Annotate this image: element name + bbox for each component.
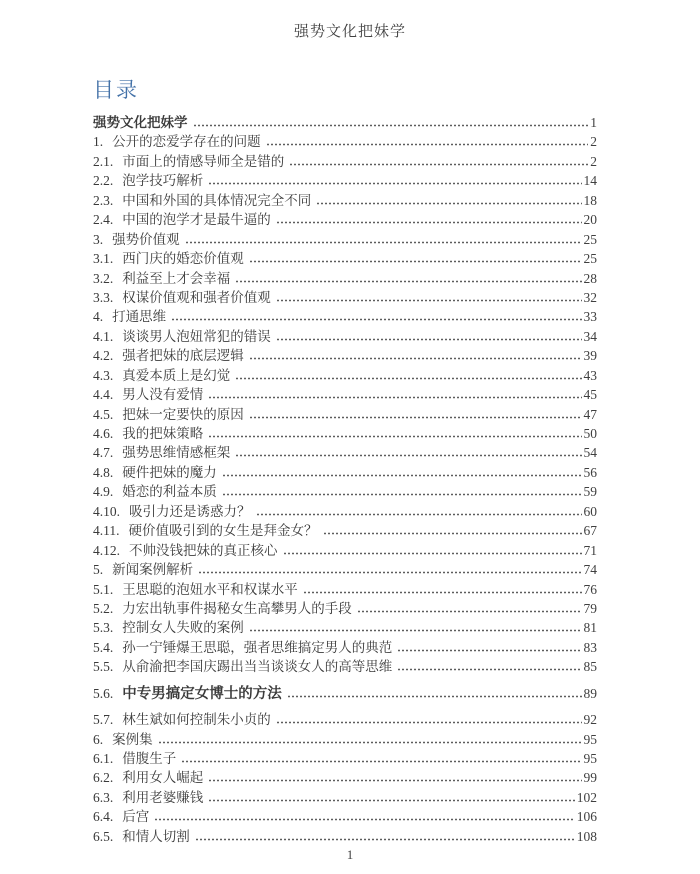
toc-entry-title: 案例集	[112, 731, 153, 747]
toc-entry-page-number: 25	[583, 251, 597, 267]
page-number-footer: 1	[346, 847, 354, 862]
toc-entry-number: 5.2.	[93, 600, 114, 616]
toc-entry-title: 真爱本质上是幻觉	[122, 367, 231, 383]
toc-entry[interactable]	[93, 825, 597, 844]
toc-entry[interactable]	[93, 805, 597, 824]
toc-entry-title: 把妹一定要快的原因	[122, 406, 244, 422]
toc-entry-page-number: 14	[583, 173, 597, 189]
toc-entry-title: 林生斌如何控制朱小贞的	[122, 712, 271, 728]
toc-entry-number: 6.4.	[93, 809, 114, 825]
toc-entry-number: 5.4.	[93, 639, 114, 655]
toc-entry-page-number: 50	[583, 426, 597, 441]
toc-entry-number: 1.	[93, 134, 104, 150]
toc-leader-dots	[397, 668, 581, 671]
toc-entry-title: 不帅没钱把妹的真正核心	[129, 542, 278, 558]
toc-entry-page-number: 83	[583, 639, 597, 655]
toc-entry-title: 谈谈男人泡妞常犯的错误	[122, 328, 271, 344]
toc-entry-number: 6.	[93, 731, 104, 747]
toc-leader-dots	[193, 124, 589, 127]
toc-entry-number: 6.1.	[93, 751, 114, 766]
toc-entry-number: 3.	[93, 231, 104, 247]
toc-entry-title: 力宏出轨事件揭秘女生高攀男人的手段	[122, 600, 352, 616]
toc-heading: 目录	[93, 78, 139, 102]
toc-entry-page-number: 81	[583, 620, 597, 636]
toc-entry-page-number: 2	[590, 134, 597, 150]
toc-entry[interactable]	[93, 708, 597, 727]
toc-entry-title: 利用老婆赚钱	[122, 789, 204, 805]
toc-entry[interactable]	[93, 728, 597, 747]
toc-entry-page-number: 106	[576, 809, 597, 825]
toc-entry-title: 中专男搞定女博士的方法	[122, 685, 282, 702]
toc-entry[interactable]	[93, 130, 597, 149]
toc-entry-number: 4.3.	[93, 367, 114, 383]
toc-entry-page-number: 95	[583, 751, 597, 766]
toc-entry[interactable]	[93, 682, 597, 701]
toc-entry-page-number: 67	[583, 523, 597, 539]
toc-entry[interactable]	[93, 305, 597, 324]
toc-leader-dots	[276, 338, 582, 341]
toc-leader-dots	[256, 513, 582, 516]
toc-entry[interactable]	[93, 189, 597, 208]
toc-leader-dots	[266, 143, 589, 146]
toc-leader-dots	[222, 474, 582, 477]
toc-entry-number: 5.	[93, 562, 104, 578]
toc-entry-number: 2.4.	[93, 212, 114, 228]
toc-entry-number: 4.5.	[93, 406, 114, 422]
toc-entry-number: 4.4.	[93, 387, 114, 403]
toc-entry-page-number: 25	[583, 231, 597, 247]
toc-entry-number: 4.11.	[93, 523, 120, 539]
toc-entry-number: 4.1.	[93, 328, 114, 344]
toc-entry-number: 5.7.	[93, 712, 114, 728]
toc-entry-number: 4.7.	[93, 445, 114, 461]
toc-entry[interactable]	[93, 636, 597, 655]
toc-leader-dots	[303, 591, 582, 594]
toc-entry-page-number: 32	[583, 289, 597, 305]
toc-entry-title: 我的把妹策略	[122, 426, 204, 441]
toc-entry-number: 4.	[93, 309, 104, 325]
toc-entry[interactable]	[93, 747, 597, 766]
toc-entry[interactable]	[93, 383, 597, 402]
toc-entry-number: 2.3.	[93, 192, 114, 208]
toc-entry-number: 6.5.	[93, 828, 114, 844]
toc-leader-dots	[287, 695, 582, 698]
toc-leader-dots	[171, 318, 581, 321]
toc-leader-dots	[235, 377, 581, 380]
toc-entry-title: 控制女人失败的案例	[122, 620, 244, 636]
toc-entry-page-number: 34	[583, 328, 597, 344]
toc-entry[interactable]	[93, 480, 597, 499]
toc-entry-page-number: 39	[583, 348, 597, 364]
toc-entry-number: 4.9.	[93, 484, 114, 500]
toc-entry-number: 4.2.	[93, 348, 114, 364]
toc-leader-dots	[316, 202, 581, 205]
toc-entry-title: 利益至上才会幸福	[122, 270, 231, 286]
toc-leader-dots	[208, 396, 581, 399]
toc-entry-title: 硬价值吸引到的女生是拜金女？	[128, 523, 318, 539]
toc-entry[interactable]	[93, 228, 597, 247]
toc-entry-title: 打通思维	[112, 309, 167, 325]
toc-entry[interactable]	[93, 558, 597, 577]
toc-leader-dots	[195, 838, 575, 841]
toc-entry[interactable]	[93, 344, 597, 363]
toc-entry-number: 5.3.	[93, 620, 114, 636]
toc-entry-number: 3.2.	[93, 270, 114, 286]
toc-entry[interactable]	[93, 403, 597, 422]
toc-entry-title: 强势文化把妹学	[93, 115, 188, 130]
toc-entry-title: 中国的泡学才是最牛逼的	[122, 212, 271, 228]
toc-leader-dots	[154, 818, 575, 821]
toc-entry[interactable]	[93, 150, 597, 169]
toc-leader-dots	[158, 741, 582, 744]
toc-leader-dots	[357, 610, 582, 613]
toc-entry-title: 硬件把妹的魔力	[122, 464, 217, 480]
toc-entry-number: 2.2.	[93, 173, 114, 189]
toc-entry[interactable]	[93, 597, 597, 616]
toc-entry-page-number: 74	[583, 562, 597, 578]
toc-entry-title: 权谋价值观和强者价值观	[122, 289, 271, 305]
toc-leader-dots	[249, 260, 582, 263]
toc-list	[93, 111, 597, 844]
toc-leader-dots	[276, 721, 582, 724]
toc-leader-dots	[208, 779, 581, 782]
toc-entry-title: 利用女人崛起	[122, 770, 204, 786]
toc-entry-title: 婚恋的利益本质	[122, 484, 217, 500]
toc-entry-page-number: 56	[583, 464, 597, 480]
toc-entry-title: 吸引力还是诱惑力？	[129, 503, 251, 519]
toc-entry-page-number: 33	[583, 309, 597, 325]
toc-leader-dots	[249, 416, 582, 419]
toc-entry[interactable]	[93, 655, 597, 674]
toc-entry[interactable]	[93, 247, 597, 266]
toc-entry[interactable]	[93, 519, 597, 538]
toc-entry-title: 从俞渝把李国庆踢出当当谈谈女人的高等思维	[122, 659, 393, 675]
toc-entry-title: 西门庆的婚恋价值观	[122, 251, 244, 267]
page-content	[0, 74, 700, 844]
toc-entry-title: 新闻案例解析	[112, 562, 194, 578]
toc-entry-title: 男人没有爱情	[122, 387, 204, 403]
toc-leader-dots	[397, 649, 581, 652]
toc-entry-number: 3.3.	[93, 289, 114, 305]
toc-leader-dots	[185, 241, 582, 244]
toc-entry[interactable]	[93, 208, 597, 227]
toc-entry[interactable]	[93, 461, 597, 480]
toc-entry-page-number: 43	[583, 367, 597, 383]
toc-entry-page-number: 95	[583, 731, 597, 747]
toc-leader-dots	[208, 182, 581, 185]
toc-entry-number: 3.1.	[93, 251, 114, 267]
toc-entry-page-number: 47	[583, 406, 597, 422]
toc-entry-title: 泡学技巧解析	[122, 173, 204, 189]
toc-entry-number: 4.10.	[93, 503, 120, 519]
toc-entry-page-number: 85	[583, 659, 597, 675]
toc-entry-title: 孙一宁锤爆王思聪，强者思维搞定男人的典范	[122, 639, 393, 655]
toc-entry[interactable]	[93, 500, 597, 519]
toc-entry-page-number: 2	[590, 153, 597, 169]
toc-leader-dots	[276, 221, 582, 224]
toc-entry[interactable]	[93, 616, 597, 635]
toc-entry[interactable]	[93, 267, 597, 286]
toc-entry-number: 5.1.	[93, 581, 114, 597]
toc-entry-page-number: 18	[583, 192, 597, 208]
toc-entry[interactable]	[93, 786, 597, 805]
toc-entry-title: 强者把妹的底层逻辑	[122, 348, 244, 364]
toc-entry-number: 6.3.	[93, 789, 114, 805]
toc-entry-page-number: 59	[583, 484, 597, 500]
toc-entry-page-number: 76	[583, 581, 597, 597]
toc-leader-dots	[208, 799, 575, 802]
toc-entry-page-number: 89	[583, 685, 597, 701]
toc-leader-dots	[208, 435, 581, 438]
toc-entry-title: 中国和外国的具体情况完全不同	[122, 192, 312, 208]
toc-leader-dots	[222, 493, 582, 496]
toc-entry-page-number: 20	[583, 212, 597, 228]
toc-entry-page-number: 60	[583, 503, 597, 519]
toc-entry-page-number: 1	[590, 115, 597, 130]
toc-entry-page-number: 71	[583, 542, 597, 558]
toc-entry[interactable]	[93, 766, 597, 785]
toc-entry-title: 和情人切割	[122, 828, 190, 844]
toc-entry-page-number: 102	[576, 789, 597, 805]
toc-entry-page-number: 92	[583, 712, 597, 728]
toc-leader-dots	[283, 552, 582, 555]
toc-entry-page-number: 45	[583, 387, 597, 403]
toc-leader-dots	[235, 454, 581, 457]
toc-entry[interactable]	[93, 111, 597, 130]
toc-entry-page-number: 79	[583, 600, 597, 616]
toc-entry-number: 4.12.	[93, 542, 120, 558]
toc-leader-dots	[276, 299, 582, 302]
toc-entry-page-number: 54	[583, 445, 597, 461]
toc-entry-number: 4.8.	[93, 464, 114, 480]
toc-entry-page-number: 28	[583, 270, 597, 286]
toc-entry-number: 2.1.	[93, 153, 114, 169]
toc-entry[interactable]	[93, 422, 597, 441]
toc-entry-title: 市面上的情感导师全是错的	[122, 153, 285, 169]
toc-leader-dots	[235, 280, 581, 283]
toc-entry[interactable]	[93, 578, 597, 597]
toc-entry-title: 公开的恋爱学存在的问题	[112, 134, 261, 150]
toc-entry-title: 强势价值观	[112, 231, 180, 247]
toc-entry[interactable]	[93, 539, 597, 558]
toc-leader-dots	[249, 357, 582, 360]
toc-entry-number: 6.2.	[93, 770, 114, 786]
toc-entry-title: 借腹生子	[122, 751, 177, 766]
toc-entry[interactable]	[93, 169, 597, 188]
toc-leader-dots	[249, 629, 582, 632]
toc-leader-dots	[289, 163, 588, 166]
toc-entry-number: 4.6.	[93, 426, 114, 441]
toc-entry[interactable]	[93, 286, 597, 305]
toc-entry-number: 5.6.	[93, 685, 114, 701]
toc-entry-page-number: 108	[576, 828, 597, 844]
toc-entry[interactable]	[93, 364, 597, 383]
toc-entry[interactable]	[93, 325, 597, 344]
toc-entry-title: 王思聪的泡妞水平和权谋水平	[122, 581, 298, 597]
toc-entry-number: 5.5.	[93, 659, 114, 675]
toc-entry-title: 后宫	[122, 809, 150, 825]
toc-leader-dots	[323, 532, 582, 535]
document-header-title: 强势文化把妹学	[293, 24, 406, 40]
toc-leader-dots	[198, 571, 581, 574]
toc-entry-title: 强势思维情感框架	[122, 445, 231, 461]
toc-entry-page-number: 99	[583, 770, 597, 786]
toc-leader-dots	[181, 760, 581, 763]
toc-entry[interactable]	[93, 441, 597, 460]
